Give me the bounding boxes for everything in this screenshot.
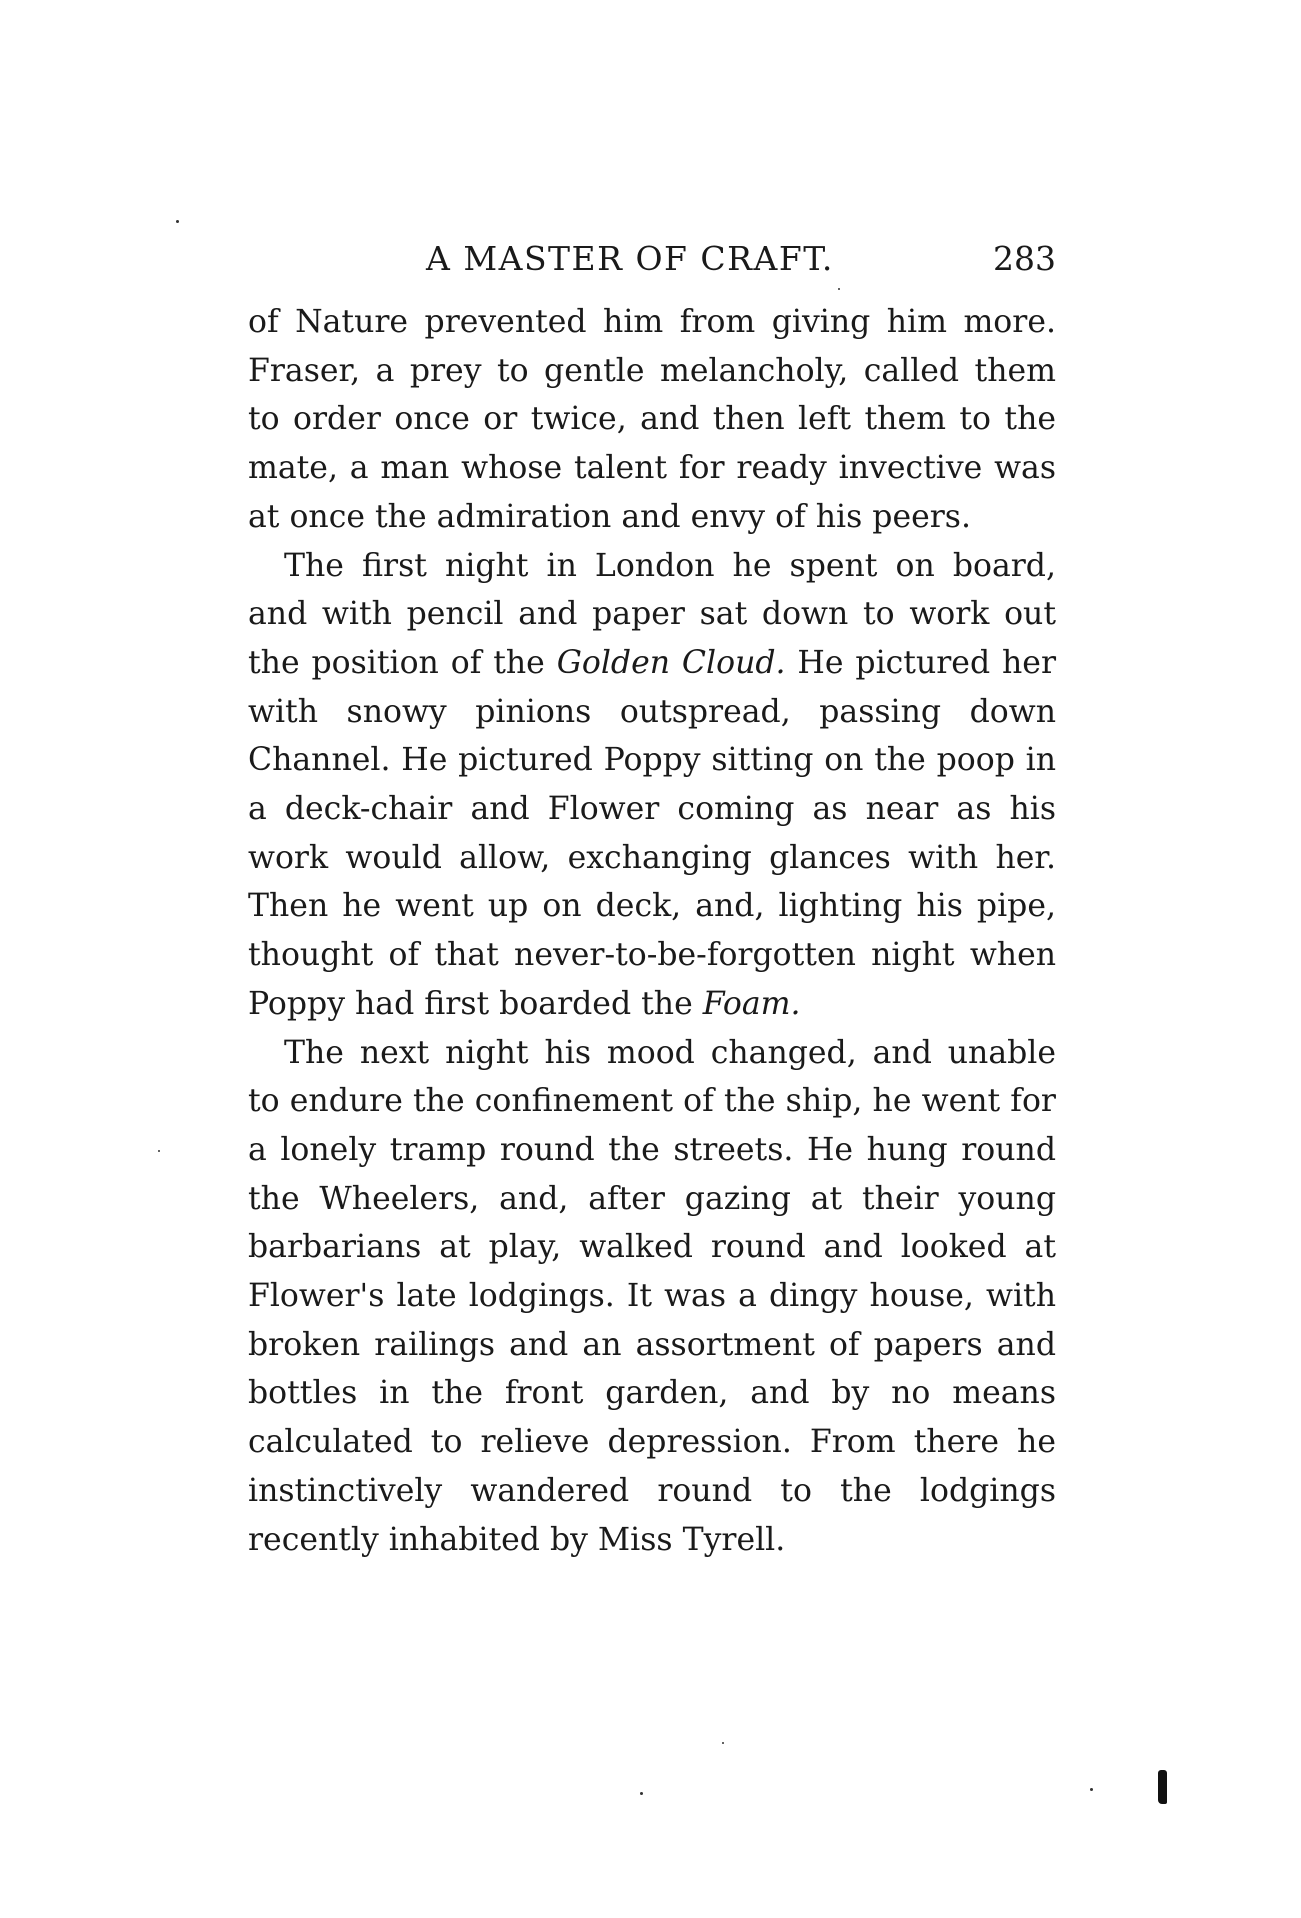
scan-speck	[722, 1742, 724, 1744]
text-run: The next night his mood changed, and unable to endure the confinement of the ship, he went for a lonely tramp round the streets. He hung round the Wheelers, and, after gazing at their young barbarians at play, walked round and looked at Flower's late lodgings. It was a dingy house, with broken railings and an assortment of papers and bottles in the front garden, and by no means calculated to relieve depression. From there he instinctively wandered round to the lodgings recently inhabited by Miss Tyrell.	[248, 1034, 1056, 1558]
scan-speck	[640, 1792, 643, 1795]
paragraph	[248, 542, 1056, 1029]
scan-speck	[1090, 1788, 1093, 1791]
ink-mark	[1158, 1770, 1167, 1804]
running-title: A MASTER OF CRAFT.	[426, 239, 834, 278]
page-number: 283	[993, 239, 1056, 278]
body-text	[248, 298, 1056, 1564]
ship-name-italic: Foam.	[702, 985, 801, 1022]
text-run: The first night in London he spent on board, and with pencil and paper sat down to work out the position of the	[248, 547, 1056, 681]
scan-speck	[176, 220, 179, 223]
ship-name-italic: Golden Cloud.	[556, 644, 786, 681]
paragraph	[248, 1029, 1056, 1565]
running-head	[248, 234, 1056, 284]
scan-speck	[838, 288, 840, 290]
scan-speck	[158, 1150, 160, 1152]
paragraph	[248, 298, 1056, 542]
text-run: He pictured her with snowy pinions outspread, passing down Channel. He pictured Poppy sitting on the poop in a deck-chair and Flower coming as near as his work would allow, exchanging glances with her. Then he went up on deck, and, lighting his pipe, thought of that never-to-be-forgotten night when Poppy had first boarded the	[248, 644, 1056, 1022]
text-run: of Nature prevented him from giving him more. Fraser, a prey to gentle melancholy, called them to order once or twice, and then left them to the mate, a man whose talent for ready invective was at once the admiration and envy of his peers.	[248, 304, 1056, 535]
